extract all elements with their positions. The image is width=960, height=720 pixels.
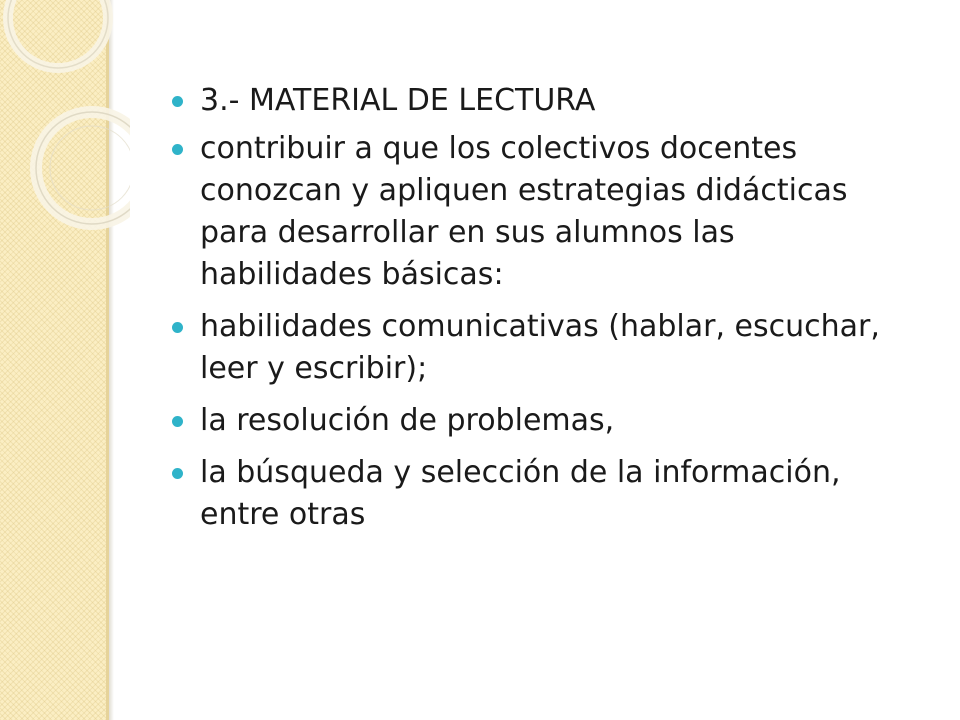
bullet-text: habilidades comunicativas (hablar, escuchar, leer y escribir); bbox=[200, 309, 880, 386]
bullet-dot-icon bbox=[172, 416, 183, 427]
bullet-item bbox=[172, 306, 912, 390]
bullet-item bbox=[172, 128, 912, 296]
bullet-dot-icon bbox=[172, 468, 183, 479]
bullet-text: la búsqueda y selección de la información, entre otras bbox=[200, 455, 841, 532]
bullet-dot-icon bbox=[172, 322, 183, 333]
bullet-dot-icon bbox=[172, 96, 183, 107]
bullet-item bbox=[172, 452, 912, 536]
bullet-heading bbox=[172, 80, 912, 122]
bullet-list bbox=[172, 80, 912, 546]
bullet-text: 3.- MATERIAL DE LECTURA bbox=[200, 83, 596, 118]
bullet-item bbox=[172, 400, 912, 442]
bullet-text: la resolución de problemas, bbox=[200, 403, 615, 438]
decorative-rings bbox=[0, 0, 130, 240]
bullet-dot-icon bbox=[172, 144, 183, 155]
bullet-text: contribuir a que los colectivos docentes conozcan y apliquen estrategias didácticas para desarrollar en sus alumnos las habilidades básicas: bbox=[200, 131, 848, 292]
